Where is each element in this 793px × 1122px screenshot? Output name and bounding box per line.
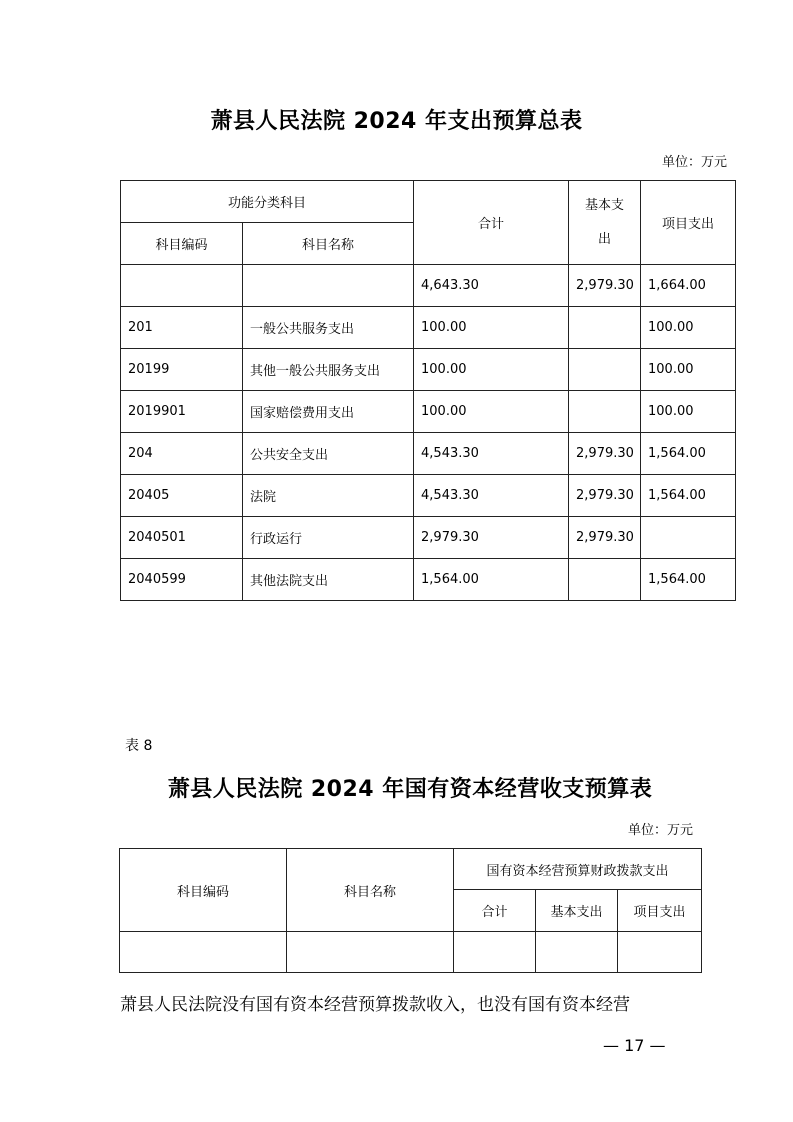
- header-project-expenditure: 项目支出: [641, 181, 736, 265]
- cell-basic: [569, 307, 641, 349]
- table-row: [120, 932, 702, 973]
- cell-code: [121, 265, 243, 307]
- cell-project: [641, 517, 736, 559]
- cell-code: 20199: [121, 349, 243, 391]
- cell-project: 100.00: [641, 307, 736, 349]
- cell-basic: 2,979.30: [569, 433, 641, 475]
- unit-label: 单位：万元: [661, 155, 727, 170]
- cell-name: 法院: [243, 475, 414, 517]
- header-basic-line2: 出: [598, 231, 612, 247]
- table-row: [121, 475, 736, 517]
- cell-code: 2019901: [121, 391, 243, 433]
- header-subject-code-2: 科目编码: [120, 849, 287, 932]
- cell-project: 100.00: [641, 349, 736, 391]
- header-subject-name: 科目名称: [243, 223, 414, 265]
- cell-code: 2040599: [121, 559, 243, 601]
- table-label: 表 8: [125, 738, 153, 754]
- cell-total: 100.00: [414, 307, 569, 349]
- body-paragraph: 萧县人民法院没有国有资本经营预算拨款收入，也没有国有资本经营: [120, 995, 630, 1015]
- cell-basic: [569, 559, 641, 601]
- table-row: [121, 559, 736, 601]
- cell-name: 行政运行: [243, 517, 414, 559]
- cell-total: 4,543.30: [414, 433, 569, 475]
- header-subject-code: 科目编码: [121, 223, 243, 265]
- cell-name: 一般公共服务支出: [243, 307, 414, 349]
- cell-total: [454, 932, 536, 973]
- cell-project: 100.00: [641, 391, 736, 433]
- table-row: [121, 391, 736, 433]
- cell-code: 2040501: [121, 517, 243, 559]
- cell-basic: [569, 391, 641, 433]
- cell-project: [618, 932, 702, 973]
- cell-project: 1,564.00: [641, 559, 736, 601]
- cell-name: 其他一般公共服务支出: [243, 349, 414, 391]
- table-row: [121, 517, 736, 559]
- header-subject-name-2: 科目名称: [287, 849, 454, 932]
- cell-code: 20405: [121, 475, 243, 517]
- cell-code: 201: [121, 307, 243, 349]
- cell-project: 1,564.00: [641, 475, 736, 517]
- header-basic-expenditure: [569, 181, 641, 265]
- cell-name: 公共安全支出: [243, 433, 414, 475]
- header-project-2: 项目支出: [618, 890, 702, 932]
- header-functional-category: 功能分类科目: [121, 181, 414, 223]
- cell-basic: 2,979.30: [569, 265, 641, 307]
- cell-name: 其他法院支出: [243, 559, 414, 601]
- cell-name: 国家赔偿费用支出: [243, 391, 414, 433]
- cell-basic: [536, 932, 618, 973]
- header-total-2: 合计: [454, 890, 536, 932]
- cell-total: 4,543.30: [414, 475, 569, 517]
- header-basic-2: 基本支出: [536, 890, 618, 932]
- cell-total: 100.00: [414, 349, 569, 391]
- page-title-state-capital: 萧县人民法院 2024 年国有资本经营收支预算表: [167, 777, 653, 802]
- state-capital-table: [119, 848, 702, 973]
- header-total: 合计: [414, 181, 569, 265]
- cell-project: 1,564.00: [641, 433, 736, 475]
- page-title-budget-summary: 萧县人民法院 2024 年支出预算总表: [210, 109, 583, 134]
- table-row: [121, 307, 736, 349]
- cell-total: 4,643.30: [414, 265, 569, 307]
- header-state-capital-expenditure: 国有资本经营预算财政拨款支出: [454, 849, 702, 890]
- cell-code: [120, 932, 287, 973]
- budget-summary-table: [120, 180, 736, 601]
- table-row: [121, 349, 736, 391]
- cell-basic: 2,979.30: [569, 517, 641, 559]
- cell-basic: [569, 349, 641, 391]
- table-row: [121, 265, 736, 307]
- cell-total: 1,564.00: [414, 559, 569, 601]
- table-row: [121, 433, 736, 475]
- cell-total: 2,979.30: [414, 517, 569, 559]
- cell-name: [287, 932, 454, 973]
- cell-project: 1,664.00: [641, 265, 736, 307]
- header-basic-line1: 基本支: [585, 197, 625, 213]
- cell-total: 100.00: [414, 391, 569, 433]
- cell-basic: 2,979.30: [569, 475, 641, 517]
- unit-label-2: 单位：万元: [627, 823, 693, 838]
- page-number: — 17 —: [603, 1036, 666, 1055]
- cell-name: [243, 265, 414, 307]
- cell-code: 204: [121, 433, 243, 475]
